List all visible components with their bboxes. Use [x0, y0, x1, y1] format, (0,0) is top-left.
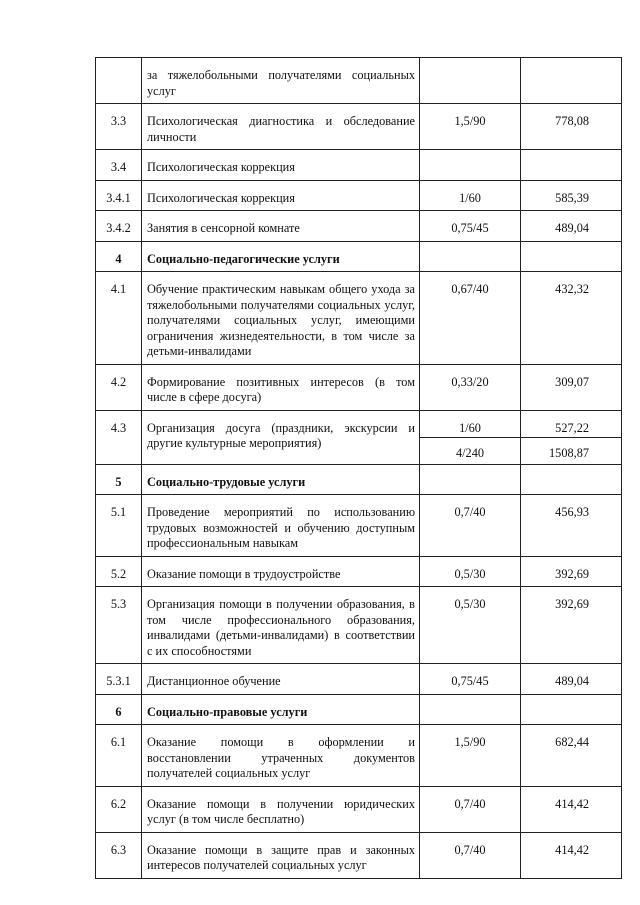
duration-cell: 0,75/45	[420, 664, 521, 695]
row-number-cell: 3.4.1	[96, 180, 142, 211]
row-number-cell: 5.3	[96, 587, 142, 664]
price-cell	[521, 150, 622, 181]
table-row	[96, 556, 622, 587]
table-row	[96, 364, 622, 410]
duration-cell	[420, 241, 521, 272]
service-name-cell: Формирование позитивных интересов (в том числе в сфере досуга)	[142, 364, 420, 410]
duration-cell: 0,7/40	[420, 832, 521, 878]
table-row	[96, 786, 622, 832]
duration-cell: 0,75/45	[420, 211, 521, 242]
table-row	[96, 272, 622, 365]
services-price-table	[95, 57, 622, 879]
row-number-cell: 3.3	[96, 104, 142, 150]
price-cell	[521, 464, 622, 495]
price-cell: 489,04	[521, 664, 622, 695]
price-cell: 456,93	[521, 495, 622, 557]
duration-cell: 1/60	[420, 180, 521, 211]
service-name-cell: Организация досуга (праздники, экскурсии и другие культурные мероприятия)	[142, 410, 420, 464]
duration-cell	[420, 150, 521, 181]
service-name-cell: Оказание помощи в защите прав и законных интересов получателей социальных услуг	[142, 832, 420, 878]
service-name-cell: Социально-правовые услуги	[142, 694, 420, 725]
service-name-cell: Психологическая диагностика и обследование личности	[142, 104, 420, 150]
table-row	[96, 241, 622, 272]
table-row	[96, 180, 622, 211]
table-row	[96, 587, 622, 664]
table-row	[96, 725, 622, 787]
price-cell: 527,22	[521, 410, 622, 437]
duration-cell: 1,5/90	[420, 725, 521, 787]
table-row	[96, 664, 622, 695]
row-number-cell: 6.1	[96, 725, 142, 787]
row-number-cell: 4.1	[96, 272, 142, 365]
service-name-cell: Занятия в сенсорной комнате	[142, 211, 420, 242]
price-cell	[521, 694, 622, 725]
duration-cell: 0,5/30	[420, 556, 521, 587]
price-cell: 432,32	[521, 272, 622, 365]
row-number-cell	[96, 58, 142, 104]
service-name-cell: за тяжелобольными получателями социальных услуг	[142, 58, 420, 104]
row-number-cell: 4.2	[96, 364, 142, 410]
duration-cell: 1/60	[420, 410, 521, 437]
table-row	[96, 211, 622, 242]
duration-cell: 0,33/20	[420, 364, 521, 410]
row-number-cell: 4	[96, 241, 142, 272]
duration-cell	[420, 58, 521, 104]
table-row	[96, 495, 622, 557]
price-cell	[521, 58, 622, 104]
service-name-cell: Организация помощи в получении образования, в том числе профессионального образования, инвалидами (детьми-инвалидами) в соответствии с их способностями	[142, 587, 420, 664]
duration-cell	[420, 464, 521, 495]
table-row	[96, 150, 622, 181]
row-number-cell: 6.2	[96, 786, 142, 832]
duration-cell	[420, 694, 521, 725]
price-cell: 778,08	[521, 104, 622, 150]
duration-cell: 0,67/40	[420, 272, 521, 365]
service-name-cell: Оказание помощи в оформлении и восстановлении утраченных документов получателей социальных услуг	[142, 725, 420, 787]
service-name-cell: Обучение практическим навыкам общего ухода за тяжелобольными получателями социальных услуг, получателями социальных услуг, имеющими ограничения жизнедеятельности, в том числе за детьми-инвалидами	[142, 272, 420, 365]
price-cell: 309,07	[521, 364, 622, 410]
price-cell: 1508,87	[521, 437, 622, 464]
price-cell: 585,39	[521, 180, 622, 211]
service-name-cell: Социально-трудовые услуги	[142, 464, 420, 495]
row-number-cell: 6	[96, 694, 142, 725]
service-name-cell: Социально-педагогические услуги	[142, 241, 420, 272]
table-row	[96, 694, 622, 725]
service-name-cell: Оказание помощи в получении юридических услуг (в том числе бесплатно)	[142, 786, 420, 832]
service-name-cell: Проведение мероприятий по использованию трудовых возможностей и обучению доступным профессиональным навыкам	[142, 495, 420, 557]
duration-cell: 0,7/40	[420, 786, 521, 832]
row-number-cell: 5	[96, 464, 142, 495]
duration-cell: 0,5/30	[420, 587, 521, 664]
table-row	[96, 104, 622, 150]
row-number-cell: 5.1	[96, 495, 142, 557]
duration-cell: 0,7/40	[420, 495, 521, 557]
table-row	[96, 464, 622, 495]
table-body	[96, 58, 622, 879]
duration-cell: 1,5/90	[420, 104, 521, 150]
price-cell: 392,69	[521, 556, 622, 587]
service-name-cell: Оказание помощи в трудоустройстве	[142, 556, 420, 587]
duration-cell: 4/240	[420, 437, 521, 464]
row-number-cell: 4.3	[96, 410, 142, 464]
table-row	[96, 410, 622, 437]
row-number-cell: 5.3.1	[96, 664, 142, 695]
table-row	[96, 58, 622, 104]
price-cell: 414,42	[521, 832, 622, 878]
price-cell: 414,42	[521, 786, 622, 832]
table-row	[96, 832, 622, 878]
service-name-cell: Дистанционное обучение	[142, 664, 420, 695]
service-name-cell: Психологическая коррекция	[142, 150, 420, 181]
price-cell	[521, 241, 622, 272]
price-cell: 489,04	[521, 211, 622, 242]
row-number-cell: 3.4.2	[96, 211, 142, 242]
price-cell: 392,69	[521, 587, 622, 664]
service-name-cell: Психологическая коррекция	[142, 180, 420, 211]
row-number-cell: 6.3	[96, 832, 142, 878]
row-number-cell: 5.2	[96, 556, 142, 587]
price-cell: 682,44	[521, 725, 622, 787]
row-number-cell: 3.4	[96, 150, 142, 181]
